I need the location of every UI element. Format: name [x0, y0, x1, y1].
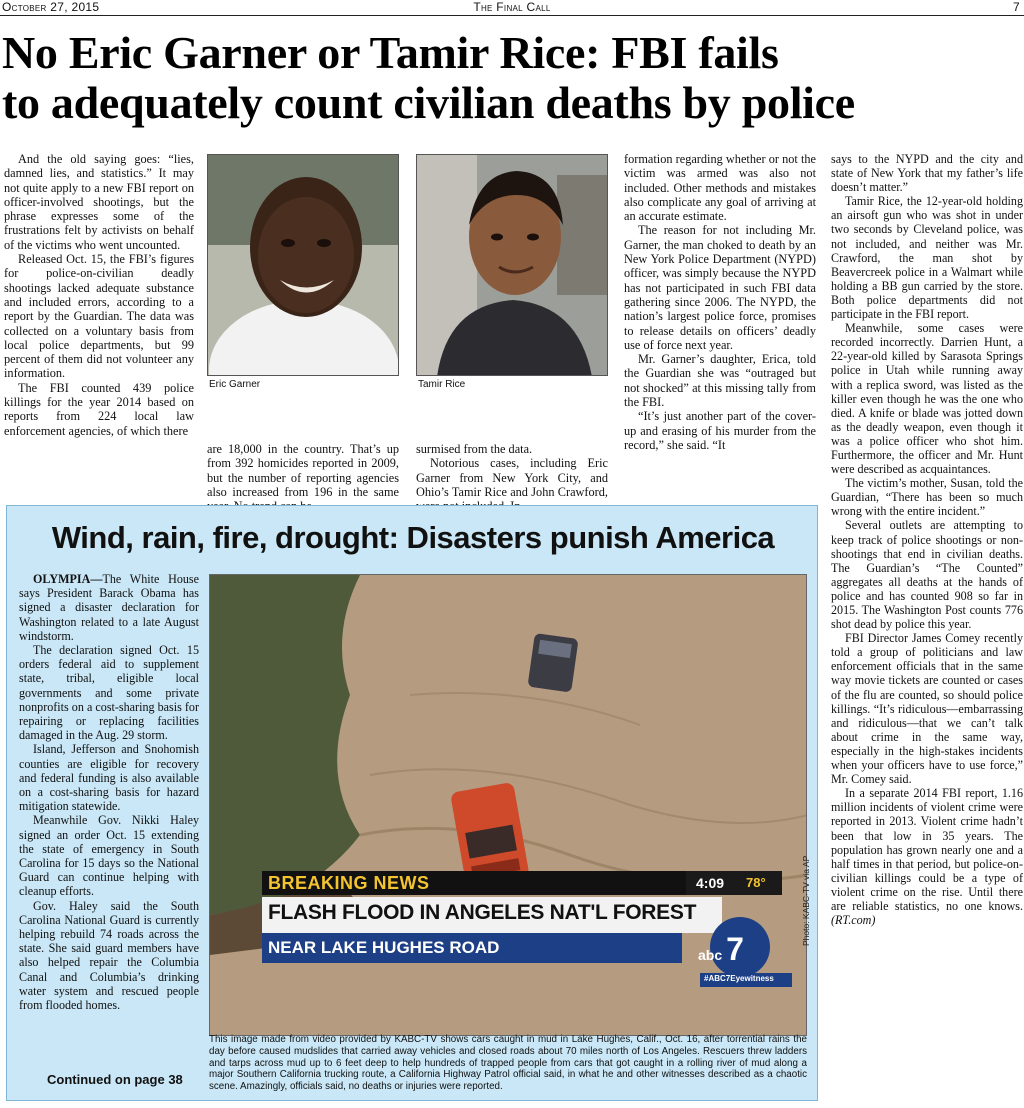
tv-subheadline: NEAR LAKE HUGHES ROAD	[268, 938, 500, 957]
abc-logo-number: 7	[726, 931, 744, 967]
paragraph: The reason for not including Mr. Garner, the man choked to death by an New York Police Department (NYPD) officer, was simply because the NYPD has not participated in such FBI data gathering since 2006. The NYPD, the nation’s largest police force, promises to release details on officers’ deadly use of force next year.	[624, 223, 816, 352]
paragraph: says to the NYPD and the city and state of New York that my father’s life doesn’t matter.”	[831, 152, 1023, 195]
paragraph: Notorious cases, including Eric Garner from New York City, and Ohio’s Tamir Rice and John Crawford,	[416, 456, 608, 499]
photo-caption: This image made from video provided by KABC-TV shows cars caught in mud in Lake Hughes, Calif., Oct. 16, after torrential rains the day before caused mudslides that carried away vehicles and closed roads about 70 miles north of Los Angeles. Rescuers threw ladders and tarps across mud up to 6 feet deep to help hundreds of trapped people from cars that got caught in a rolling river of mud along a major Southern California trucking route, a California Highway Patrol official said, in what he and other witnesses described as a chaotic scene. Amazingly, officials said, no deaths or injuries were reported.	[209, 1034, 807, 1093]
paragraph: are 18,000 in the country. That’s up from 392 homicides reported in 2009, but the number of reporting agencies also increased from 196 in the same	[207, 442, 399, 499]
paper-name: The Final Call	[473, 0, 551, 14]
flash-flood-photo	[209, 574, 807, 1036]
tv-hashtag: #ABC7Eyewitness	[704, 974, 774, 983]
paragraph: FBI Director James Comey recently told a group of politicians and law enforcement officials that in the same way movie tickets are counted or cases of the flu are counted, so should police killings. “It’s ridiculous—embarrassing and ridiculous—that we can’t talk about crime in the same way, especially in the high-stakes incidents when your officers have to use force,” Mr. Comey said.	[831, 631, 1023, 787]
tv-headline: FLASH FLOOD IN ANGELES NAT'L FOREST	[268, 901, 697, 924]
paragraph: formation regarding whether or not the victim was armed was also not included. Other methods and mistakes also complicate any goal of arriving at an accurate estimate.	[624, 152, 816, 224]
headline-line-1: No Eric Garner or Tamir Rice: FBI fails	[2, 27, 779, 78]
article-column-2	[207, 442, 399, 513]
eric-garner-photo	[207, 154, 399, 376]
article-column-5	[831, 152, 1023, 927]
paragraph: Released Oct. 15, the FBI’s figures for police-on-civilian deadly shootings lacked adequate substance and included errors, according to a report by the Guardian. The data was collected on a voluntary basis from local police departments, but 99 percent of them did not volunteer any information.	[4, 252, 194, 381]
paragraph: surmised from the data.	[416, 442, 533, 456]
rice-caption: Tamir Rice	[418, 379, 466, 390]
article-column-1	[4, 152, 194, 438]
running-head	[0, 0, 1024, 16]
paragraph: Island, Jefferson and Snohomish counties are eligible for recovery and federal funding is also available on a cost-sharing basis for hazard mitigation statewide.	[19, 742, 199, 814]
photo-credit: Photo: KABC-TV via AP	[801, 855, 811, 946]
continued-notice: Continued on page 38	[47, 1072, 183, 1087]
paragraph	[19, 572, 199, 643]
tamir-rice-photo	[416, 154, 608, 376]
paragraph: Tamir Rice, the 12-year-old holding an airsoft gun who was shot in under two seconds by Cleveland police, was not included, and neither was Mr. Crawford, the man shot by Beavercreek police in a Walmart while holding a BB gun carried by the store. Both police departments did not participate in the FBI report.	[831, 194, 1023, 322]
paragraph	[831, 786, 1023, 927]
issue-date: October 27, 2015	[2, 0, 100, 14]
abc-logo-text: abc	[698, 947, 723, 963]
box-title: Wind, rain, fire, drought: Disasters punish America	[51, 520, 775, 555]
disaster-sidebar-box	[6, 505, 818, 1101]
source-credit: (RT.com)	[831, 913, 876, 928]
article-column-3	[416, 442, 608, 513]
paragraph-text: The White House says President Barack Obama has signed a disaster declaration for Washington related to a late August windstorm.	[19, 572, 199, 643]
tv-time: 4:09	[696, 875, 725, 891]
garner-caption: Eric Garner	[209, 379, 261, 390]
article-column-4	[624, 152, 816, 452]
headline-line-2: to adequately count civilian deaths by police	[2, 77, 855, 128]
paragraph: Gov. Haley said the South Carolina National Guard is currently helping rebuild 74 roads across the state. She said guard members have also helped repair the Columbia Canal and Columbia’s drinking water system and rescued people from flooded homes.	[19, 898, 199, 1013]
paragraph: “It’s just another part of the cover-up and erasing of his murder from the record,” she said. “It	[624, 409, 816, 452]
abc-logo	[698, 931, 744, 968]
paragraph: The FBI counted 439 police killings for the year 2014 based on reports from 224 local law enforcement agencies, of which there	[4, 380, 194, 438]
box-text-column	[19, 572, 199, 1012]
page-number: 7	[1013, 0, 1020, 14]
paragraph: Several outlets are attempting to keep track of police shootings or non-shootings that end in civilian deaths. The Guardian’s “The Counted” aggregates all deaths at the hands of police and has counted 908 so far in 2015. The Washington Post counts 776 shot dead by police this year.	[831, 518, 1023, 632]
dateline: OLYMPIA—	[33, 572, 103, 586]
paragraph: The victim’s mother, Susan, told the Guardian, “There has been so much wrong with the entire incident.”	[831, 476, 1023, 519]
paragraph: Mr. Garner’s daughter, Erica, told the Guardian she was “outraged but not shocked” at this missing tally from the FBI.	[624, 352, 816, 410]
paragraph: The declaration signed Oct. 15 orders federal aid to supplement state, tribal, eligible local governments and some private nonprofits on a cost-sharing basis for repairing or replacing facilities damaged in the Aug. 29 storm.	[19, 643, 199, 743]
paragraph: And the old saying goes: “lies, damned lies, and statistics.” It may not quite apply to a new FBI report on officer-involved shootings, but the phrase expresses some of the frustrations felt by activists on behalf of the victims who went uncounted.	[4, 152, 194, 252]
paragraph: Meanwhile Gov. Nikki Haley signed an order Oct. 15 extending the state of emergency in South Carolina for 15 days so the National Guard can continue helping with cleanup efforts.	[19, 813, 199, 899]
paragraph: Meanwhile, some cases were recorded incorrectly. Darrien Hunt, a 22-year-old killed by Sarasota Springs police in Utah while running away with a replica sword, was listed as the killer even though he was the one who died. A knife or blade was jotted down as the deadly weapon, even though it was a police officer who shot him. Furthermore, the officer and Mr. Hunt were described as acquaintances.	[831, 321, 1023, 477]
tv-breaking-label: BREAKING NEWS	[268, 873, 430, 893]
headline	[2, 28, 1022, 128]
tv-temp: 78°	[746, 875, 766, 890]
paragraph-text: In a separate 2014 FBI report, 1.16 million incidents of violent crime were reported in 2013. Violent crime hadn’t been that low in 35 years. The population has grown nearly one and a half times in that period, but police-on-civilian killings could be a type of violent crime on the rise. Until there are reliable statistics, no one knows.	[831, 786, 1023, 913]
